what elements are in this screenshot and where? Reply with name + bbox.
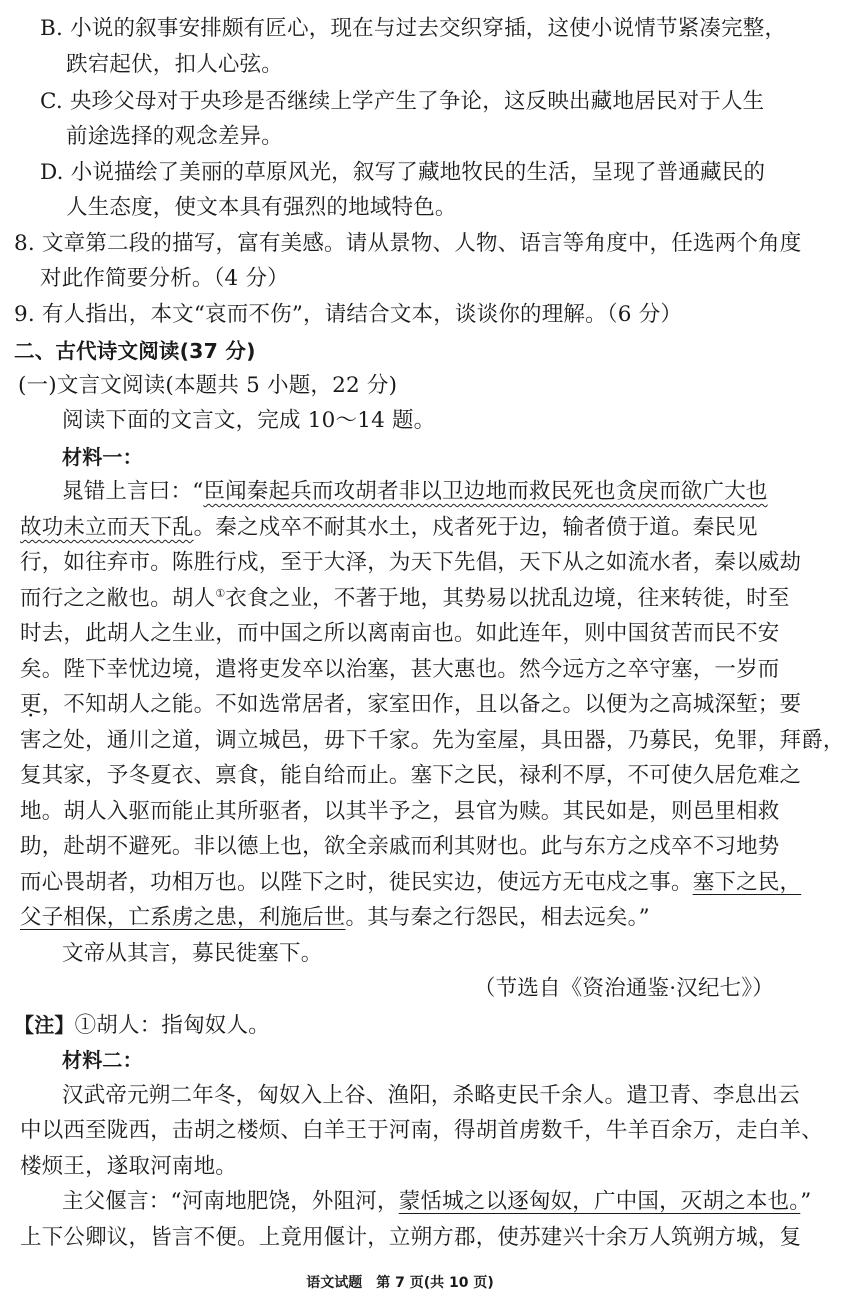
emphasis-dotted-char: 更 xyxy=(20,692,42,717)
option-b-line-1: B. 小说的叙事安排颇有匠心，现在与过去交织穿插，这使小说情节紧凑完整， xyxy=(40,16,787,41)
text-segment: 而行之之敝也。胡人 xyxy=(20,586,216,611)
material-one-line-13 xyxy=(20,903,650,933)
annotation-text: ①胡人：指匈奴人。 xyxy=(74,1013,270,1038)
option-c-line-2: 前途选择的观念差异。 xyxy=(66,124,284,149)
material-one-line-5: 时去，此胡人之生业，而中国之所以离南亩也。如此连年，则中国贫苦而民不安 xyxy=(20,621,780,646)
text-segment: 。秦之戍卒不耐其水土，戍者死于边，输者偾于道。秦民见 xyxy=(193,515,758,540)
subsection-heading: (一)文言文阅读(本题共 5 小题，22 分) xyxy=(18,373,398,398)
material-two-line-1: 汉武帝元朔二年冬，匈奴入上谷、渔阳，杀略吏民千余人。遣卫青、李息出云 xyxy=(62,1083,800,1108)
material-two-line-2: 中以西至陇西，击胡之楼烦、白羊王于河南，得胡首虏数千，牛羊百余万，走白羊、 xyxy=(20,1118,823,1143)
material-one-line-2 xyxy=(20,513,758,543)
text-segment: 而心畏胡者，功相万也。以陛下之时，徙民实边，使远方无屯戍之事。 xyxy=(20,870,693,895)
question-8-line-1: 8. 文章第二段的描写，富有美感。请从景物、人物、语言等角度中，任选两个角度 xyxy=(14,231,802,256)
annotation-bracket: 【注】 xyxy=(14,1013,75,1037)
text-segment: ” xyxy=(800,1189,812,1214)
wavy-underlined-sentence: 臣闻秦起兵而攻胡者非以卫边地而救民死也贪戾而欲广大也 xyxy=(203,479,768,504)
material-one-source: （节选自《资治通鉴·汉纪七》） xyxy=(473,976,774,1001)
material-one-line-8: 害之处，通川之道，调立城邑，毋下千家。先为室屋，具田器，乃募民，免罪，拜爵， xyxy=(20,728,845,753)
material-one-line-12 xyxy=(20,868,801,898)
material-one-line-1 xyxy=(62,477,768,507)
material-one-line-6: 矣。陛下幸忧边境，遣将吏发卒以治塞，甚大惠也。然今远方之卒守塞，一岁而 xyxy=(20,657,780,682)
footnote-marker: ① xyxy=(215,586,226,600)
material-one-line-9: 复其家，予冬夏衣、禀食，能自给而止。塞下之民，禄利不厚，不可使久居危难之 xyxy=(20,763,802,788)
speech-intro: 晁错上言曰：“ xyxy=(62,479,204,504)
annotation xyxy=(14,1010,270,1041)
material-two-line-3: 楼烦王，遂取河南地。 xyxy=(20,1154,238,1179)
underlined-sentence-end: 父子相保，亡系虏之患，利施后世 xyxy=(20,905,346,930)
text-segment: 主父偃言：“河南地肥饶，外阻河， xyxy=(62,1189,399,1214)
question-9: 9. 有人指出，本文“哀而不伤”，请结合文本，谈谈你的理解。（6 分） xyxy=(14,302,683,327)
underlined-sentence: 塞下之民， xyxy=(692,870,802,895)
reading-instruction: 阅读下面的文言文，完成 10～14 题。 xyxy=(62,408,436,433)
material-two-label: 材料二： xyxy=(62,1048,143,1072)
wavy-underlined-sentence-end: 故功未立而天下乱 xyxy=(20,515,194,540)
text-segment: ，不知胡人之能。不如选常居者，家室田作，且以备之。以便为之高城深堑；要 xyxy=(41,692,802,717)
underlined-sentence: 蒙恬城之以逐匈奴，广中国，灭胡之本也。 xyxy=(398,1189,801,1214)
option-b-line-2: 跌宕起伏，扣人心弦。 xyxy=(66,52,284,77)
material-one-line-11: 助，赴胡不避死。非以德上也，欲全亲戚而利其财也。此与东方之戍卒不习地势 xyxy=(20,834,780,859)
material-two-line-4 xyxy=(62,1187,811,1217)
material-two-line-5: 上下公卿议，皆言不便。上竟用偃计，立朔方郡，使苏建兴十余万人筑朔方城，复 xyxy=(20,1225,802,1250)
material-one-line-10: 地。胡人入驱而能止其所驱者，以其半予之，县官为赎。其民如是，则邑里相救 xyxy=(20,799,780,824)
section-heading: 二、古代诗文阅读(37 分) xyxy=(14,339,256,363)
material-one-line-3: 行，如往弃市。陈胜行戍，至于大泽，为天下先倡，天下从之如流水者，秦以威劫 xyxy=(20,550,802,575)
material-one-label: 材料一： xyxy=(62,445,143,469)
text-segment: 。其与秦之行怨民，相去远矣。” xyxy=(345,905,650,930)
option-c-line-1: C. 央珍父母对于央珍是否继续上学产生了争论，这反映出藏地居民对于人生 xyxy=(40,89,765,114)
material-one-line-4 xyxy=(20,584,790,614)
option-d-line-2: 人生态度，使文本具有强烈的地域特色。 xyxy=(66,195,457,220)
page-footer: 语文试题 第 7 页(共 10 页) xyxy=(306,1275,494,1291)
question-8-line-2: 对此作简要分析。（4 分） xyxy=(40,266,289,291)
material-one-line-7 xyxy=(20,690,801,720)
option-d-line-1: D. 小说描绘了美丽的草原风光，叙写了藏地牧民的生活，呈现了普通藏民的 xyxy=(40,160,766,185)
material-one-line-14: 文帝从其言，募民徙塞下。 xyxy=(62,941,323,966)
text-segment: 衣食之业，不著于地，其势易以扰乱边境，往来转徙，时至 xyxy=(225,586,790,611)
